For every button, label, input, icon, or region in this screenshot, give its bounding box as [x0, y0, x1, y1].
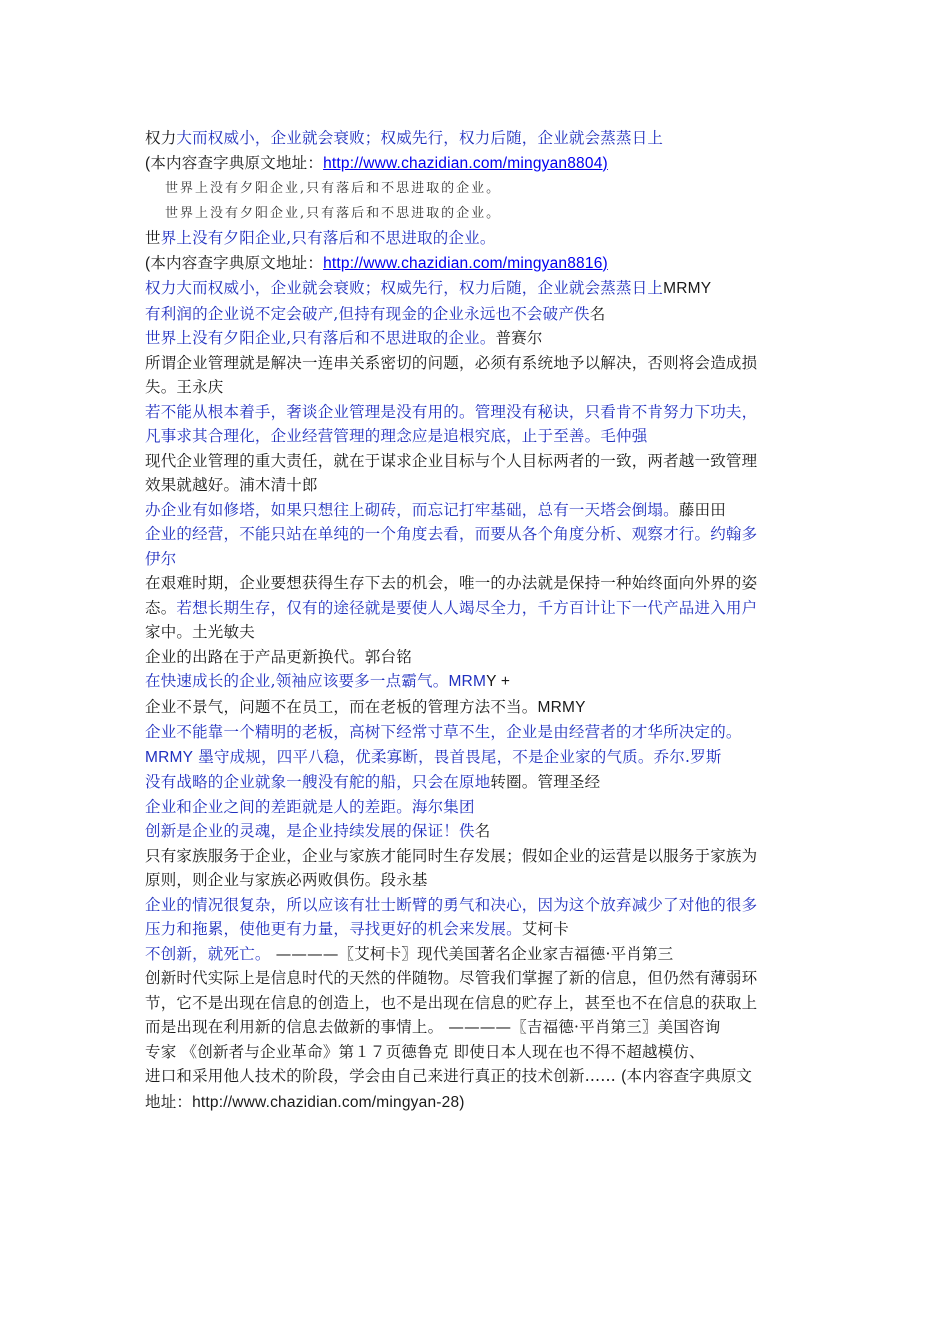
text-line	[145, 695, 820, 721]
text-span: 效果就越好。浦木清十郎	[145, 476, 318, 494]
text-span: 若想长期生存，仅有的途径就是要使人人竭尽全力，千方百计让下一代产品进入用户	[176, 598, 758, 617]
text-line	[145, 966, 820, 991]
text-span: 世界上没有夕阳企业,只有落后和不思进取的企业。	[145, 329, 496, 347]
text-span: 世界上没有夕阳企业,只有落后和不思进取的企业。	[165, 181, 502, 196]
text-span: Y +	[486, 673, 511, 690]
text-span: 企业和企业之间的差距就是人的差距。海尔集团	[145, 797, 475, 816]
text-line	[145, 126, 820, 151]
text-line	[145, 917, 820, 942]
text-line	[145, 375, 820, 400]
text-line	[145, 473, 820, 498]
text-span: 压力和拖累，使他更有力量，寻找更好的机会来发展。	[145, 920, 522, 938]
text-span: 只有家族服务于企业，企业与家族才能同时生存发展；假如企业的运营是以服务于家族为	[145, 846, 758, 865]
text-span: 创新时代实际上是信息时代的天然的伴随物。尽管我们掌握了新的信息，但仍然有薄弱环	[145, 969, 758, 987]
text-line	[145, 991, 820, 1016]
text-span: 专家 《创新者与企业革命》第１７页德鲁克 即使日本人现在也不得不超越模仿、	[145, 1042, 705, 1061]
text-span: MRMY	[663, 280, 712, 297]
text-span: 地址：http://www.chazidian.com/mingyan-28)	[145, 1093, 465, 1111]
source-link[interactable]: http://www.chazidian.com/mingyan8816)	[323, 254, 608, 272]
text-line	[145, 547, 820, 572]
text-span: 艾柯卡	[521, 920, 569, 938]
text-span: 进口和采用他人技术的阶段，学会由自己来进行真正的技术创新……	[145, 1067, 622, 1085]
text-line	[145, 151, 820, 177]
text-line	[145, 1064, 820, 1090]
text-line	[145, 1015, 820, 1040]
text-span: 在艰难时期，企业要想获得生存下去的机会，唯一的办法就是保持一种始终面向外界的姿	[145, 574, 758, 592]
text-span: (本内容查字典原文地址：	[145, 254, 324, 272]
text-span: 权力大而权威小，企业就会衰败；权威先行，权力后随，企业就会蒸蒸日上	[145, 279, 664, 297]
text-line	[145, 176, 820, 201]
text-span: 企业的出路在于产品更新换代。郭台铭	[145, 647, 412, 666]
text-span: 在快速成长的企业,领袖应该要多一点霸气。	[145, 672, 449, 690]
text-line	[145, 596, 820, 621]
text-span: 所谓企业管理就是解决一连串关系密切的问题，必须有系统地予以解决，否则将会造成损	[145, 353, 758, 372]
text-span: 藤田田	[678, 500, 726, 519]
text-span: 大而权威小，企业就会衰败；权威先行，权力后随，企业就会蒸蒸日上	[176, 129, 664, 147]
text-span: MRMY	[145, 748, 194, 766]
text-span: 名	[474, 822, 491, 840]
text-line	[145, 571, 820, 596]
text-span: (本内容查字典原文	[621, 1068, 753, 1085]
text-span: 家中。土光敏夫	[145, 623, 255, 641]
text-line	[145, 522, 820, 547]
text-span: 企业的经营，不能只站在单纯的一个角度去看，而要从各个角度分析、观察才行。约翰多	[145, 525, 758, 543]
text-line	[145, 745, 820, 771]
text-line	[145, 620, 820, 645]
text-line	[145, 302, 820, 327]
text-span: 有利润的企业说不定会破产,但持有现金的企业永远也不会破产佚	[145, 304, 590, 323]
text-span: 原则，则企业与家族必两败俱伤。段永基	[145, 871, 428, 889]
text-span: 态。	[145, 598, 177, 617]
text-span: ————〖艾柯卡〗现代美国著名企业家吉福德·平肖第三	[270, 944, 674, 963]
text-line	[145, 868, 820, 893]
text-span: 办企业有如修塔，如果只想往上砌砖，而忘记打牢基础，总有一天塔会倒塌。	[145, 500, 679, 519]
text-span: 墨守成规，四平八稳，优柔寡断，畏首畏尾，不是企业家的气质。乔尔.罗斯	[193, 747, 722, 766]
text-line	[145, 400, 820, 425]
text-line	[145, 276, 820, 302]
text-span: 现代企业管理的重大责任，就在于谋求企业目标与个人目标两者的一致，两者越一致管理	[145, 451, 758, 470]
text-span: 没有战略的企业就象一艘没有舵的船，只会在原地	[145, 773, 491, 791]
text-span: 世界上没有夕阳企业,只有落后和不思进取的企业。	[165, 206, 502, 221]
text-line	[145, 1040, 820, 1065]
text-line	[145, 819, 820, 844]
text-span: 名	[589, 304, 606, 323]
text-span: 世	[145, 229, 161, 247]
text-line	[145, 1090, 820, 1116]
text-span: 普赛尔	[495, 329, 543, 347]
text-line	[145, 795, 820, 820]
text-line	[145, 326, 820, 351]
text-span: 而是出现在利用新的信息去做新的事情上。 ————〖吉福德·平肖第三〗美国咨询	[145, 1018, 721, 1036]
text-span: MRM	[448, 673, 487, 690]
text-line	[145, 201, 820, 226]
text-span: 不创新，就死亡。	[145, 944, 271, 963]
text-span: 伊尔	[145, 549, 177, 568]
text-line	[145, 720, 820, 745]
text-line	[145, 498, 820, 523]
text-line	[145, 449, 820, 474]
text-span: 失。王永庆	[145, 378, 224, 396]
text-span: MRMY	[537, 698, 586, 716]
text-line	[145, 424, 820, 449]
text-span: 企业不能靠一个精明的老板，高树下经常寸草不生，企业是由经营者的才华所决定的。	[145, 723, 742, 741]
text-line	[145, 770, 820, 795]
text-span: 节，它不是出现在信息的创造上，也不是出现在信息的贮存上，甚至也不在信息的获取上	[145, 993, 758, 1012]
text-span: 转圈。管理圣经	[490, 773, 601, 791]
text-span: 创新是企业的灵魂，是企业持续发展的保证！佚	[145, 822, 475, 840]
text-span: 凡事求其合理化，企业经营管理的理念应是追根究底，止于至善。毛仲强	[145, 427, 648, 445]
text-line	[145, 645, 820, 670]
text-span: 界上没有夕阳企业,只有落后和不思进取的企业。	[160, 229, 496, 247]
document-body	[145, 126, 820, 1115]
text-line	[145, 351, 820, 376]
text-line	[145, 893, 820, 918]
text-span: (本内容查字典原文地址：	[145, 154, 324, 172]
text-span: 若不能从根本着手，奢谈企业管理是没有用的。管理没有秘诀，只看肯不肯努力下功夫，	[145, 402, 758, 421]
text-line	[145, 251, 820, 277]
text-line	[145, 669, 820, 695]
text-span: 企业的情况很复杂，所以应该有壮士断臂的勇气和决心，因为这个放弃减少了对他的很多	[145, 895, 758, 914]
text-line	[145, 226, 820, 251]
text-span: 权力	[145, 129, 177, 147]
source-link[interactable]: http://www.chazidian.com/mingyan8804)	[323, 154, 608, 172]
text-line	[145, 942, 820, 967]
text-span: 企业不景气，问题不在员工，而在老板的管理方法不当。	[145, 697, 538, 716]
text-line	[145, 844, 820, 869]
